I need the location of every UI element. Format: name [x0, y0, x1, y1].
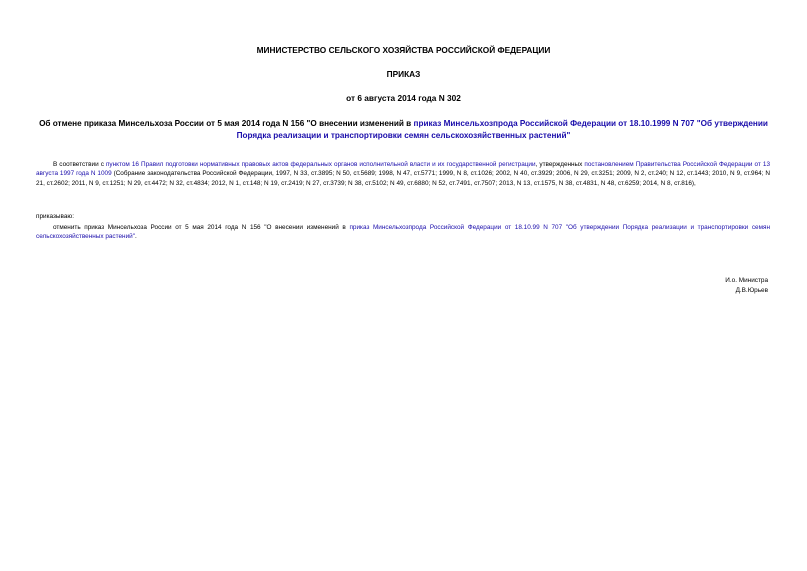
- date-number-heading: от 6 августа 2014 года N 302: [346, 93, 461, 103]
- order-link[interactable]: приказ Минсельхозпрода Российской Федерации от 18.10.99 N 707 "Об утверждении Порядка реализации и транспортировки семян сельскохозяйственных растений": [36, 224, 770, 241]
- preamble-paragraph: [36, 160, 770, 188]
- preamble-text-3: (Собрание законодательства Российской Федерации, 1997, N 33, ст.3895; N 50, ст.5689; 1998, N 47, ст.5771; 1999, N 8, ст.1026; 2002, N 40, ст.3929; 2006, N 29, ст.3251; 2009, N 2, ст.240; N 12, ст.1443; 2010, N 9, ст.964; N 21, ст.2602; 2011, N 9, ст.1251; N 29, ст.4472; N 32, ст.4834; 2012, N 1, ст.148; N 19, ст.2419; N 27, ст.3739; N 38, ст.5102; N 49, ст.6880; N 52, ст.7491, ст.7507; 2013, N 13, ст.1575, N 38, ст.4831, N 48, ст.6259; 2014, N 8, ст.816),: [36, 170, 771, 187]
- preamble-text-2: , утвержденных: [535, 161, 585, 168]
- preamble-text-1: В соответствии с: [53, 161, 106, 168]
- ministry-heading: МИНИСТЕРСТВО СЕЛЬСКОГО ХОЗЯЙСТВА РОССИЙСКОЙ ФЕДЕРАЦИИ: [256, 45, 551, 55]
- government-decree-link[interactable]: постановлением Правительства Российской Федерации от 13 августа 1997 года N 1009: [36, 161, 771, 178]
- order-word: приказываю:: [36, 213, 74, 220]
- doc-type-heading: ПРИКАЗ: [386, 69, 421, 79]
- signature-position: И.о. Министра: [725, 277, 768, 284]
- order-text-2: .: [134, 233, 137, 241]
- signature-block: [725, 276, 768, 296]
- title-text: Об отмене приказа Минсельхоза России от 5 мая 2014 года N 156 "О внесении изменений в: [39, 119, 414, 128]
- document-title: [36, 118, 771, 142]
- order-paragraph: [36, 223, 770, 242]
- order-text-1: отменить приказ Минсельхоза России от 5 мая 2014 года N 156 "О внесении изменений в: [53, 224, 350, 231]
- rules-link[interactable]: пунктом 16 Правил подготовки нормативных правовых актов федеральных органов исполнительной власти и их государственной регистрации: [105, 161, 536, 168]
- title-link[interactable]: приказ Минсельхозпрода Российской Федерации от 18.10.1999 N 707 "Об утверждении Порядка реализации и транспортировки семян сельскохозяйственных растений": [236, 119, 768, 140]
- signature-name: Д.В.Юрьев: [735, 287, 768, 294]
